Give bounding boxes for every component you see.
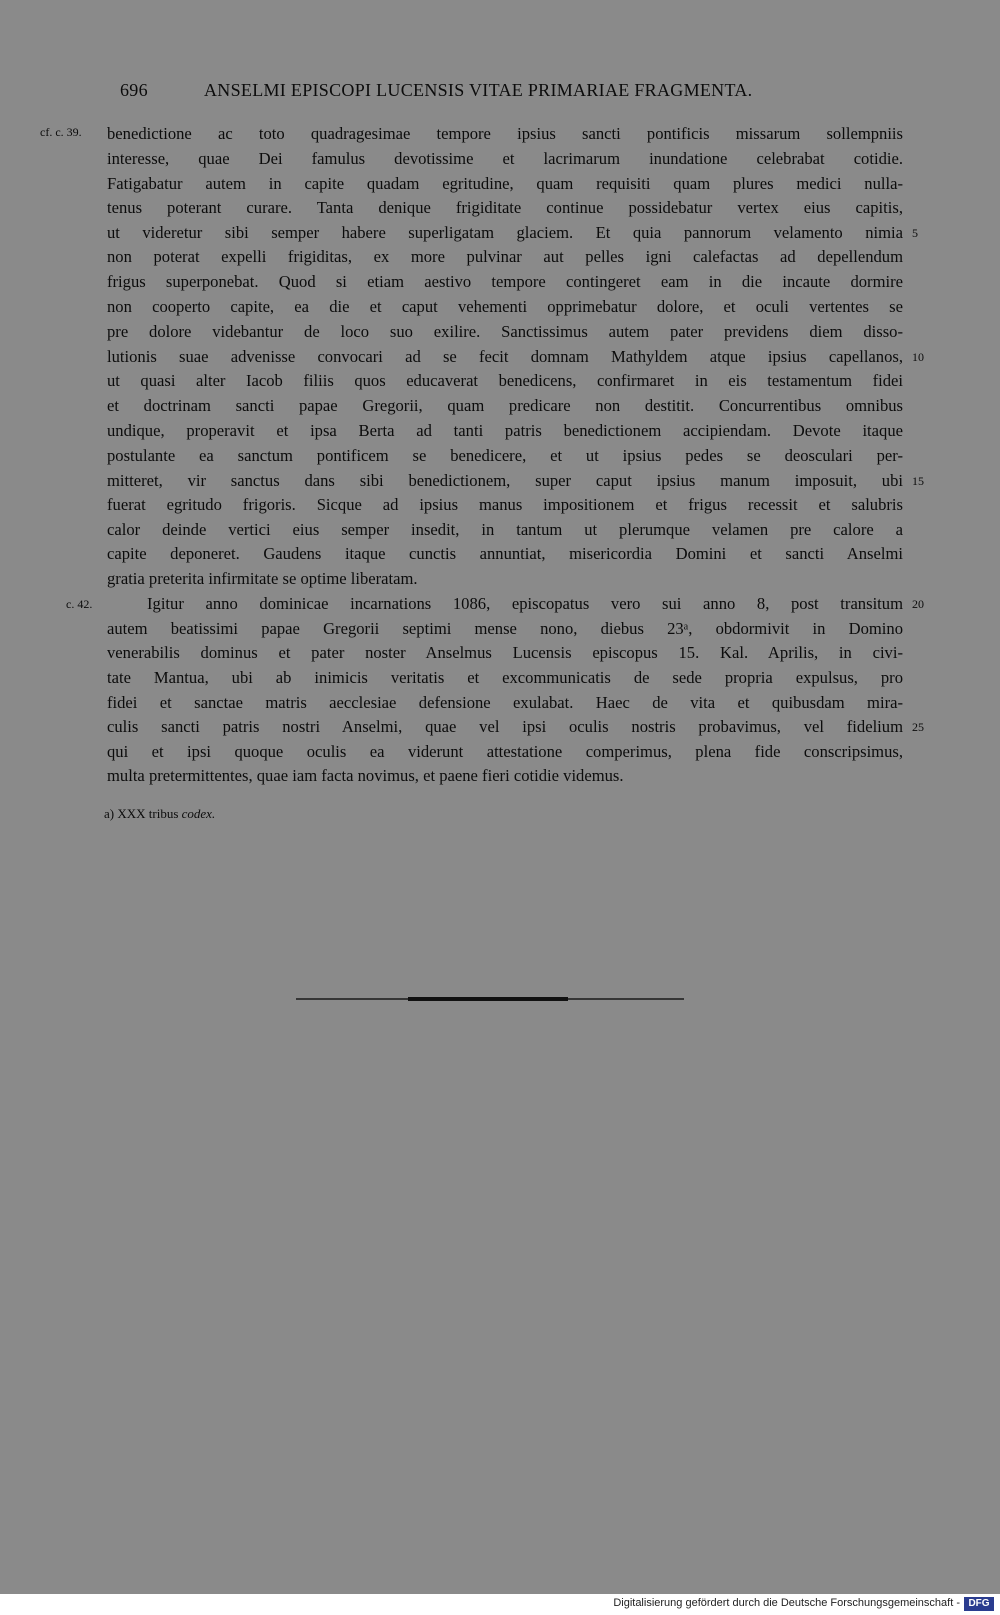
text-line: frigus superponebat. Quod si etiam aestivo tempore contingeret eam in die incaute dormire: [107, 272, 903, 291]
running-title: ANSELMI EPISCOPI LUCENSIS VITAE PRIMARIAE FRAGMENTA.: [204, 80, 753, 100]
line-number-25: 25: [912, 720, 924, 734]
footnote-text: XXX tribus: [117, 806, 179, 821]
line-number-15: 15: [912, 474, 924, 488]
text-line: non poterat expelli frigiditas, ex more pulvinar aut pelles igni calefactas ad depellendum: [107, 247, 903, 266]
text-line: interesse, quae Dei famulus devotissime et lacrimarum inundatione celebrabat cotidie.: [107, 149, 903, 168]
funding-footer: [0, 1594, 1000, 1615]
line-number-10: 10: [912, 350, 924, 364]
margin-note-chapter-ref: cf. c. 39.: [40, 125, 82, 139]
text-line: ut quasi alter Iacob filiis quos educaverat benedicens, confirmaret in eis testamentum fidei: [107, 371, 903, 390]
footnote-marker: a): [104, 806, 115, 821]
text-line: culis sancti patris nostri Anselmi, quae vel ipsi oculis nostris probavimus, vel fidelium: [107, 717, 903, 736]
text-line: capite deponeret. Gaudens itaque cunctis annuntiat, misericordia Domini et sancti Anselmi: [107, 544, 903, 563]
footnote-emphasis: codex.: [181, 806, 216, 821]
funding-note: Digitalisierung gefördert durch die Deutsche Forschungsgemeinschaft -: [613, 1597, 960, 1609]
text-line: qui et ipsi quoque oculis ea viderunt attestatione comperimus, plena fide conscripsimus,: [107, 742, 903, 761]
text-line: venerabilis dominus et pater noster Anselmus Lucensis episcopus 15. Kal. Aprilis, in civi-: [107, 643, 903, 662]
text-line: lutionis suae advenisse convocari ad se fecit domnam Mathyldem atque ipsius capellanos,: [107, 347, 903, 366]
text-line: postulante ea sanctum pontificem se benedicere, et ut ipsius pedes se deosculari per-: [107, 446, 903, 465]
text-line: Fatigabatur autem in capite quadam egritudine, quam requisiti quam plures medici nulla-: [107, 174, 903, 193]
line-number-5: 5: [912, 226, 918, 240]
text-line: undique, properavit et ipsa Berta ad tanti patris benedictionem accipiendam. Devote itaque: [107, 421, 903, 440]
line-number-20: 20: [912, 597, 924, 611]
text-line: et doctrinam sancti papae Gregorii, quam predicare non destitit. Concurrentibus omnibus: [107, 396, 903, 415]
footnote: [104, 806, 215, 822]
text-line: multa pretermittentes, quae iam facta novimus, et paene fieri cotidie videmus.: [107, 766, 624, 785]
text-line: Igitur anno dominicae incarnations 1086, episcopatus vero sui anno 8, post transitum: [147, 594, 903, 613]
text-line: calor deinde vertici eius semper insedit, in tantum ut plerumque velamen pre calore a: [107, 520, 903, 539]
text-line: gratia preterita infirmitate se optime liberatam.: [107, 569, 418, 588]
text-line: non cooperto capite, ea die et caput vehementi opprimebatur dolore, et oculi vertentes se: [107, 297, 903, 316]
page-number: 696: [120, 80, 148, 100]
margin-note-chapter-42: c. 42.: [66, 597, 93, 611]
text-line: tate Mantua, ubi ab inimicis veritatis et excommunicatis de sede propria expulsus, pro: [107, 668, 903, 687]
section-separator-center: [408, 997, 568, 1001]
text-line: tenus poterant curare. Tanta denique frigiditate continue possidebatur vertex eius capitis,: [107, 198, 903, 217]
text-line: benedictione ac toto quadragesimae tempore ipsius sancti pontificis missarum sollempniis: [107, 124, 903, 143]
text-line: ut videretur sibi semper habere superligatam glaciem. Et quia pannorum velamento nimia: [107, 223, 903, 242]
text-line: fuerat egritudo frigoris. Sicque ad ipsius manus impositionem et frigus recessit et salubris: [107, 495, 903, 514]
dfg-logo-icon: DFG: [964, 1597, 994, 1611]
text-line: autem beatissimi papae Gregorii septimi mense nono, diebus 23ᵃ, obdormivit in Domino: [107, 619, 903, 638]
text-line: mitteret, vir sanctus dans sibi benedictionem, super caput ipsius manum imposuit, ubi: [107, 471, 903, 490]
text-line: pre dolore videbantur de loco suo exilire. Sanctissimus autem pater previdens diem disso-: [107, 322, 903, 341]
text-line: fidei et sanctae matris aecclesiae defensione exulabat. Haec de vita et quibusdam mira-: [107, 693, 903, 712]
